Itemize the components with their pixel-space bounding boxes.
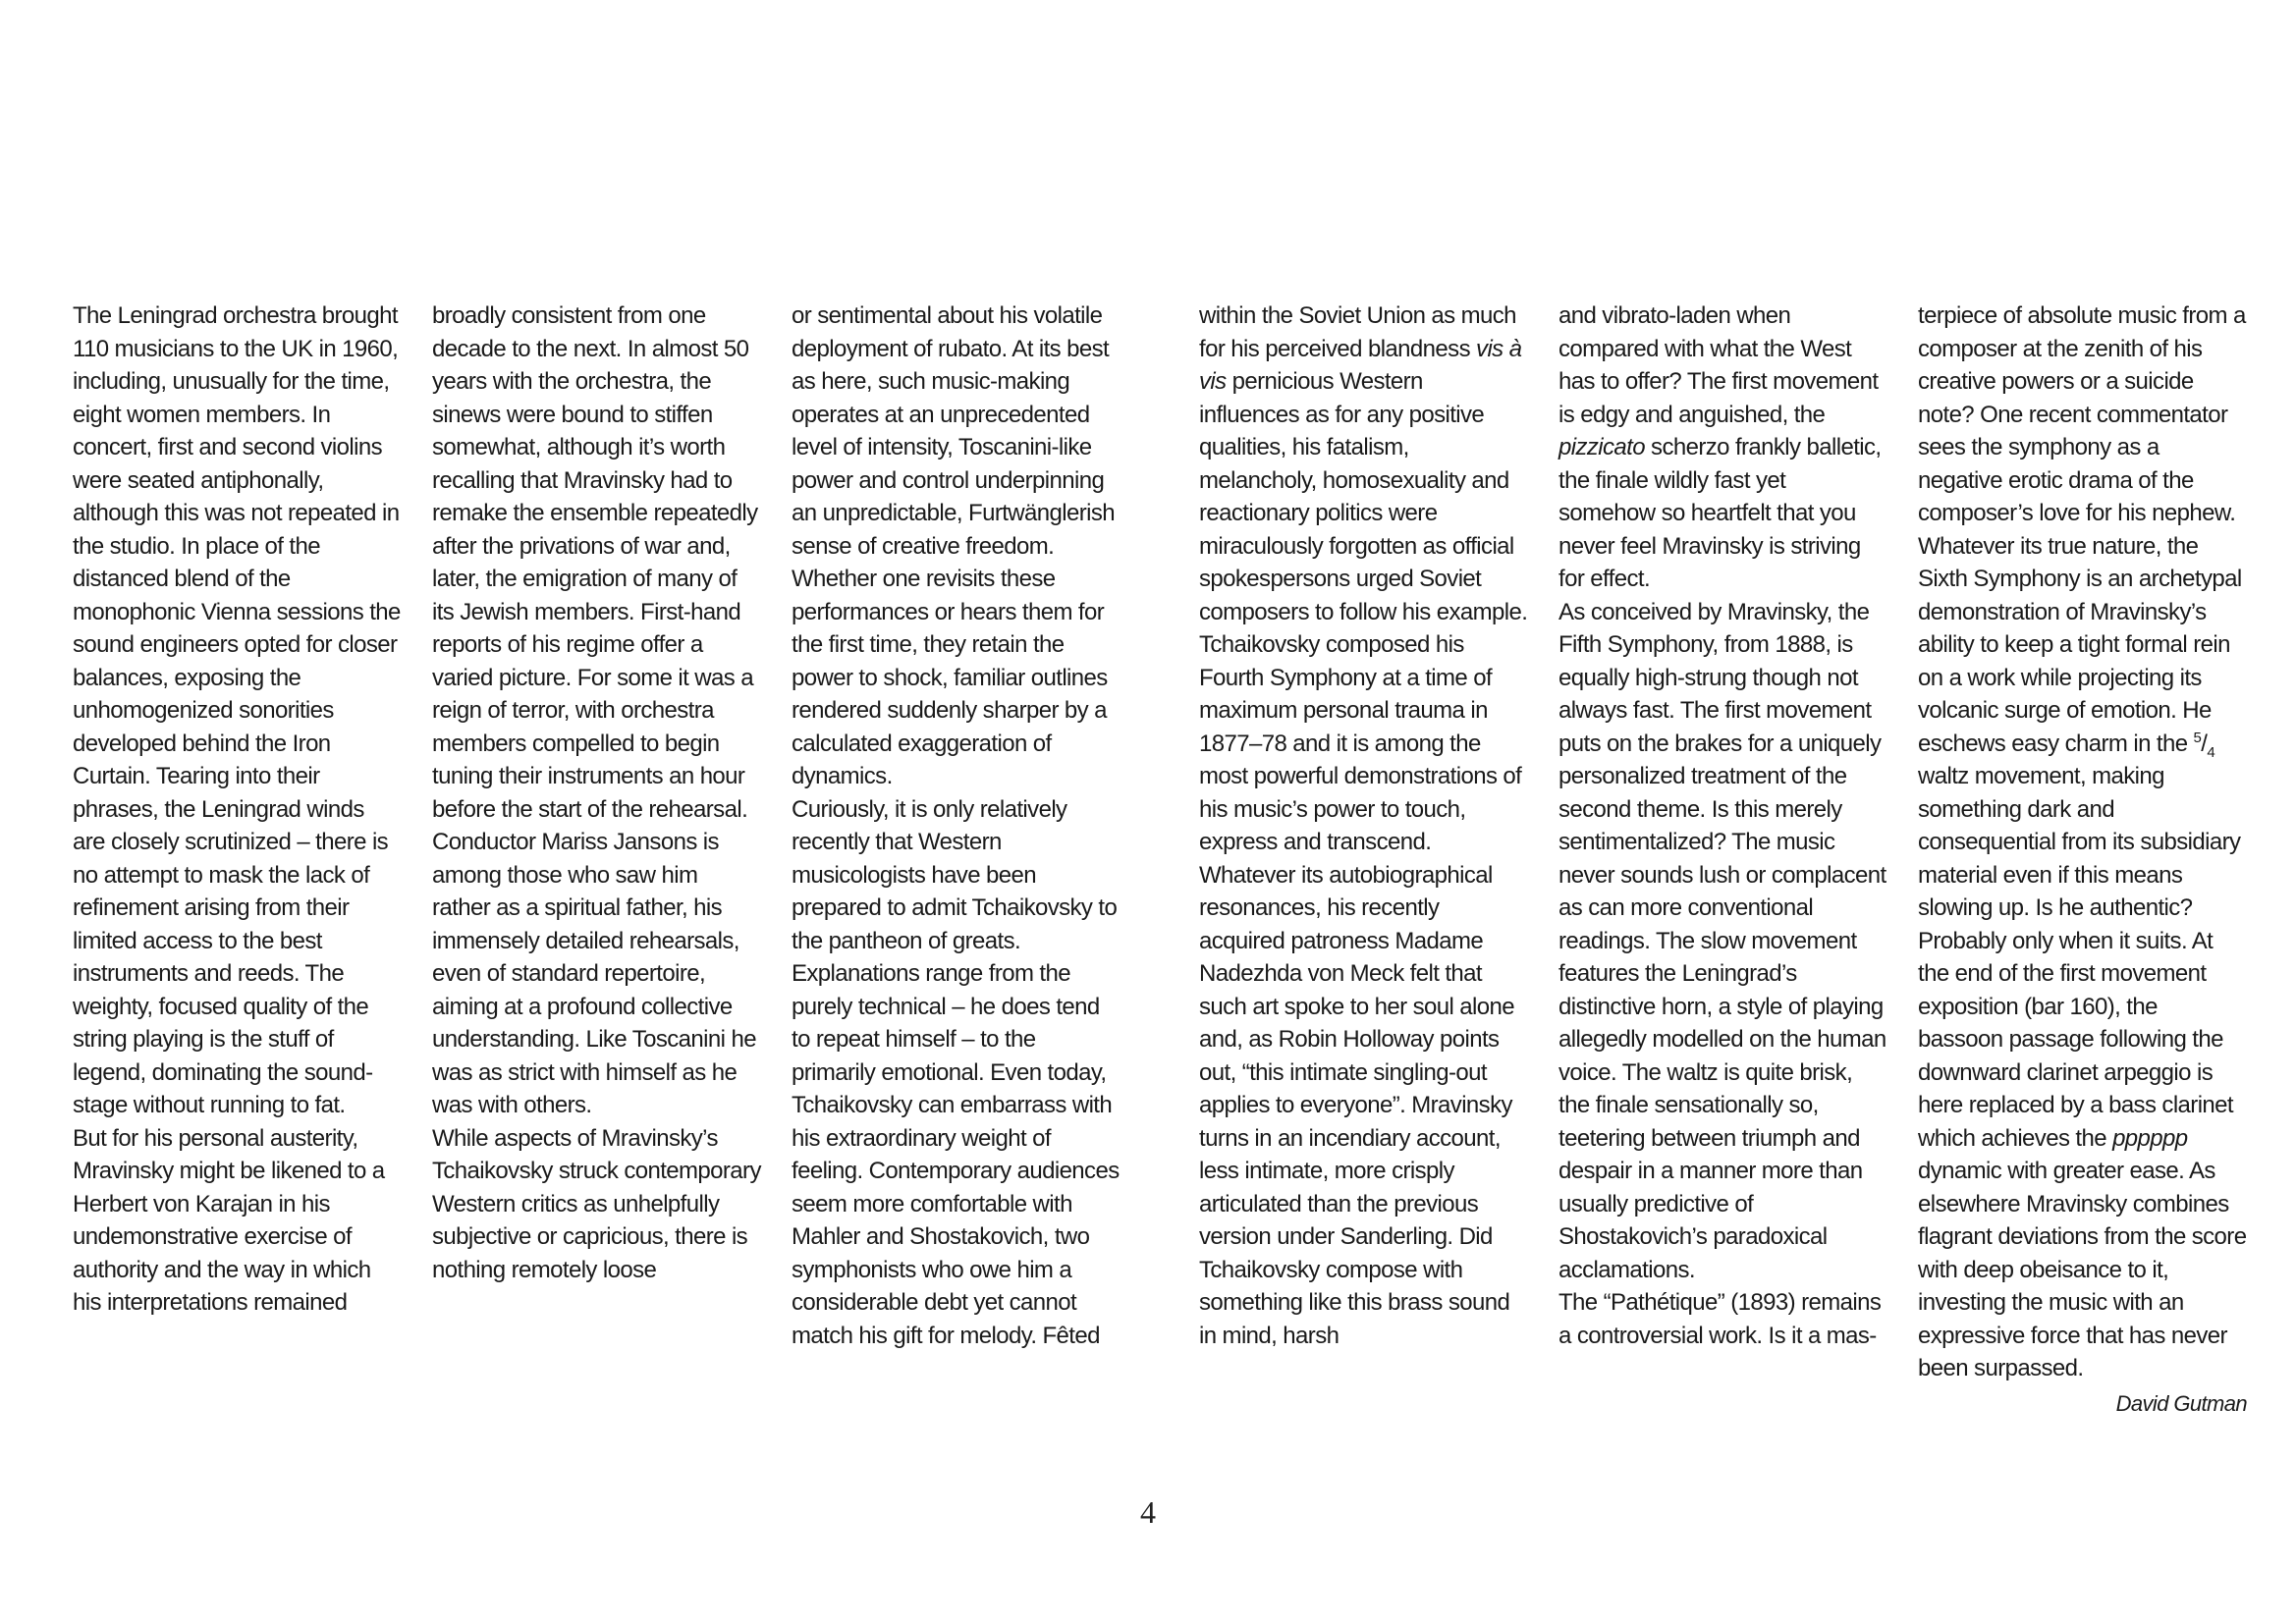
text-run: terpiece of absolute music from a composer at the zenith of his creative powers or a suicide note? One recent commentator sees the symphony as a negative erotic drama of the composer’s love for his nephew. Whatever its true nature, the Sixth Symphony is an archetypal demonstration of Mravinsky’s ability to keep a tight formal rein on a work while projecting its volcanic surge of emotion. He eschews easy charm in the <box>1918 302 2246 757</box>
paragraph: or sentimental about his volatile deployment of rubato. At its best as here, such music-making operates at an unprecedented level of intensity, Toscanini-like power and control underpinning an unpredictable, Furtwänglerish sense of creative freedom. Whether one revisits these performances or hears them for the first time, they retain the power to shock, familiar outlines rendered suddenly sharper by a calculated exaggeration of dynamics. <box>792 302 1115 789</box>
paragraph: The Leningrad orchestra brought 110 musicians to the UK in 1960, including, unusually for the time, eight women members. In concert, first and second violins were seated antiphonally, although this was not repeated in the studio. In place of the distanced blend of the monophonic Vienna sessions the sound engineers opted for closer balances, exposing the unhomogenized sonorities developed behind the Iron Curtain. Tearing into their phrases, the Leningrad winds are closely scrutinized – there is no attempt to mask the lack of refinement arising from their limited access to the best instruments and reeds. The weighty, focused quality of the string playing is the stuff of legend, dominating the sound-stage without running to fat. <box>73 302 401 1118</box>
text-column-1 <box>73 299 402 1325</box>
italic-term: vis à vis <box>1199 335 1522 395</box>
text-column-5 <box>1558 299 1887 1349</box>
paragraph: But for his personal austerity, Mravinsky might be likened to a Herbert von Karajan in his undemonstrative exercise of authority and the way in which his interpretations remained <box>73 1124 385 1316</box>
text-run: waltz movement, making something dark and consequential from its subsidiary material even if this means slowing up. Is he authentic? Probably only when it suits. At the end of the first movement exposition (bar 160), the bassoon passage following the downward clarinet arpeggio is here replaced by a bass clarinet which achieves the <box>1918 763 2241 1152</box>
text-run: and vibrato-laden when compared with what the West has to offer? The first movement is edgy and anguished, the <box>1558 302 1879 428</box>
italic-term: pppppp <box>2112 1124 2188 1152</box>
paragraph <box>1918 299 2247 1385</box>
page-number: 4 <box>1140 1494 1156 1530</box>
time-signature-denominator: 4 <box>2207 743 2215 761</box>
text-column-2 <box>432 299 761 1325</box>
paragraph: Tchaikovsky composed his Fourth Symphony at a time of maximum personal trauma in 1877–78 and it is among the most powerful demonstrations of his music’s power to touch, express and transcend. Whatever its autobiographical resonances, his recently acquired patroness Madame Nadezhda von Meck felt that such art spoke to her soul alone and, as Robin Holloway points out, “this intimate singling-out applies to everyone”. Mravinsky turns in an incendiary account, less intimate, more crisply articulated than the previous version under Sanderling. Did Tchaikovsky compose with something like this brass sound in mind, harsh <box>1199 631 1522 1349</box>
text-run: pernicious Western influences as for any positive qualities, his fatalism, melancholy, homosexuality and reactionary politics were miraculously forgotten as official spokespersons urged Soviet composers to follow his example. <box>1199 368 1528 625</box>
italic-term: pizzicato <box>1558 434 1645 460</box>
text-run: scherzo frankly balletic, the finale wildly fast yet somehow so heartfelt that you never feel Mravinsky is striving for effect. <box>1558 434 1882 592</box>
paragraph: While aspects of Mravinsky’s Tchaikovsky struck contemporary Western critics as unhelpfully subjective or capricious, there is nothing remotely loose <box>432 1124 761 1283</box>
paragraph: broadly consistent from one decade to the next. In almost 50 years with the orchestra, the sinews were bound to stiffen somewhat, although it’s worth recalling that Mravinsky had to remake the ensemble repeatedly after the privations of war and, later, the emigration of many of its Jewish members. First-hand reports of his regime offer a varied picture. For some it was a reign of terror, with orchestra members compelled to begin tuning their instruments an hour before the start of the rehearsal. Conductor Mariss Jansons is among those who saw him rather as a spiritual father, his immensely detailed rehearsals, even of standard repertoire, aiming at a profound collective understanding. Like Toscanini he was as strict with himself as he was with others. <box>432 302 758 1118</box>
time-signature-slash: / <box>2201 730 2208 757</box>
paragraph: Curiously, it is only relatively recently that Western musicologists have been prepared to admit Tchaikovsky to the pantheon of greats. Explanations range from the purely technical – he does tend to repeat himself – to the primarily emotional. Even today, Tchaikovsky can embarrass with his extraordinary weight of feeling. Contemporary audiences seem more comfortable with Mahler and Shostakovich, two symphonists who owe him a considerable debt yet cannot match his gift for melody. Fêted <box>792 795 1120 1349</box>
text-column-3 <box>792 299 1121 1349</box>
time-signature-numerator: 5 <box>2193 729 2202 746</box>
text-run: within the Soviet Union as much for his perceived blandness <box>1199 302 1516 362</box>
paragraph <box>1199 299 1528 628</box>
paragraph <box>1558 299 1887 596</box>
text-run: dynamic with greater ease. As elsewhere Mravinsky combines flagrant deviations from the score with deep obeisance to it, investing the music with an expressive force that has never been surpassed. <box>1918 1158 2247 1381</box>
author-signature: David Gutman <box>2115 1390 2247 1416</box>
text-column-4 <box>1199 299 1528 1349</box>
paragraph: The “Pathétique” (1893) remains a controversial work. Is it a mas- <box>1558 1289 1882 1349</box>
text-column-6 <box>1918 299 2247 1416</box>
paragraph: As conceived by Mravinsky, the Fifth Symphony, from 1888, is equally high-strung though not always fast. The first movement puts on the brakes for a uniquely personalized treatment of the second theme. Is this merely sentimentalized? The music never sounds lush or complacent as can more conventional readings. The slow movement features the Leningrad’s distinctive horn, a style of playing allegedly modelled on the human voice. The waltz is quite brisk, the finale sensationally so, teetering between triumph and despair in a manner more than usually predictive of Shostakovich’s paradoxical acclamations. <box>1558 598 1886 1283</box>
